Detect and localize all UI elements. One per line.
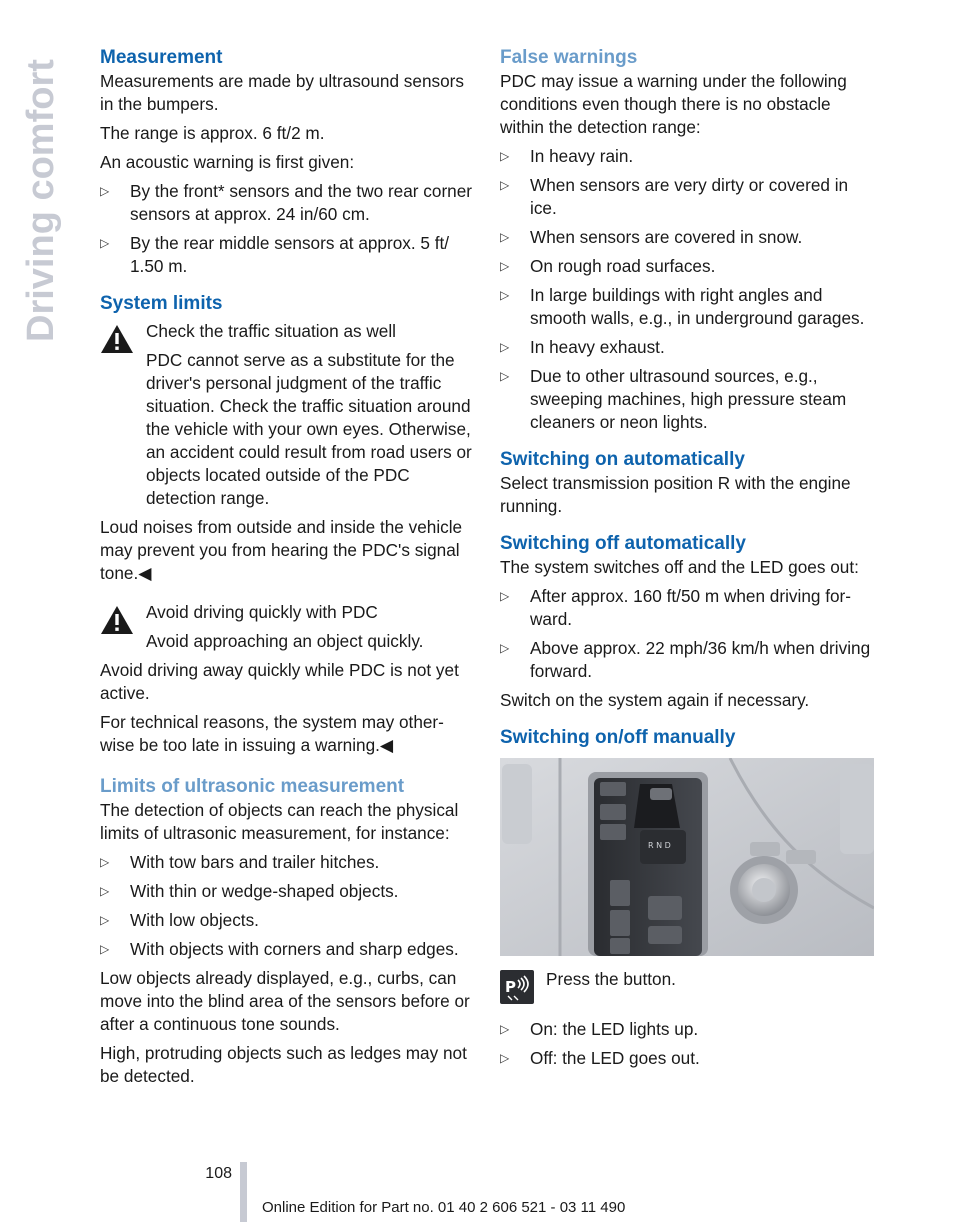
chapter-side-title-text: Driving comfort: [20, 59, 62, 342]
bullet-triangle-icon: ▷: [100, 184, 110, 198]
list-item: ▷ When sensors are covered in snow.: [500, 227, 803, 247]
warning-title: Check the traffic situation as well: [146, 321, 396, 341]
bullet-triangle-icon: ▷: [500, 288, 510, 302]
bullet-triangle-icon: ▷: [500, 230, 510, 244]
warning-body: Avoid approaching an object quickly.: [146, 631, 424, 651]
section-system-limits: [100, 292, 472, 757]
list-item: ▷ In heavy rain.: [500, 146, 634, 166]
heading-measurement: Measurement: [100, 47, 223, 68]
paragraph: Switch on the system again if necessary.: [500, 690, 810, 710]
heading-false-warnings: False warnings: [500, 47, 638, 68]
pdc-instruction: [500, 968, 874, 1004]
bullet-triangle-icon: ▷: [500, 641, 510, 655]
svg-text:R N D: R N D: [648, 841, 671, 850]
bullet-triangle-icon: ▷: [100, 884, 110, 898]
paragraph: The system switches off and the LED goes out:: [500, 557, 859, 577]
warning-body: PDC cannot serve as a substitute for the driver's personal judgment of the traffic situation. Check the traffic situation around the vehicle with your own eyes. Otherwise, an accident could result from road users or objects located outside of the PDC detection range.: [146, 350, 472, 508]
paragraph: PDC may issue a warning under the following conditions even though there is no obstacle within the detection range:: [500, 71, 847, 137]
list-item: ▷ After approx. 160 ft/50 m when driving forward.: [500, 586, 852, 629]
section-measurement: [100, 46, 472, 278]
list-item: ▷ In large buildings with right angles and smooth walls, e.g., in underground garages.: [500, 285, 865, 328]
list-item: ▷ By the rear middle sensors at approx. 5 ft/ 1.50 m.: [100, 233, 450, 276]
paragraph: Select transmission position R with the engine running.: [500, 473, 851, 516]
heading-switch-manual: Switching on/off manually: [500, 727, 736, 748]
warning-triangle-icon: [100, 324, 134, 354]
warning-block: [100, 320, 472, 510]
center-console-photo: [500, 758, 874, 956]
bullet-list: [500, 145, 874, 434]
heading-switch-on-auto: Switching on automatically: [500, 449, 745, 470]
bullet-triangle-icon: ▷: [500, 340, 510, 354]
list-item: ▷ Off: the LED goes out.: [500, 1048, 700, 1068]
paragraph: Loud noises from outside and inside the vehicle may prevent you from hearing the PDC's signal tone.◀: [100, 517, 463, 583]
bullet-triangle-icon: ▷: [500, 1022, 510, 1036]
pdc-button-icon: [500, 970, 534, 1004]
list-item: ▷ With tow bars and trailer hitches.: [100, 852, 380, 872]
section-false-warnings: [500, 46, 874, 434]
footer-divider: [240, 1162, 247, 1222]
list-item: ▷ On: the LED lights up.: [500, 1019, 699, 1039]
bullet-triangle-icon: ▷: [500, 149, 510, 163]
right-column: [500, 46, 874, 1076]
list-item: ▷ With low objects.: [100, 910, 259, 930]
page-number: 108: [205, 1165, 232, 1182]
list-item: ▷ With objects with corners and sharp edges.: [100, 939, 459, 959]
bullet-list: [100, 180, 472, 278]
footer-edition: Online Edition for Part no. 01 40 2 606 521 - 03 11 490: [262, 1199, 626, 1216]
bullet-triangle-icon: ▷: [100, 855, 110, 869]
paragraph: An acoustic warning is first given:: [100, 152, 355, 172]
bullet-triangle-icon: ▷: [500, 589, 510, 603]
paragraph: High, protruding objects such as ledges may not be detected.: [100, 1043, 467, 1086]
bullet-list: [500, 1018, 874, 1070]
section-switch-manual: [500, 726, 874, 1070]
chapter-side-title: [22, 42, 60, 342]
bullet-triangle-icon: ▷: [500, 1051, 510, 1065]
paragraph: Low objects already displayed, e.g., curbs, can move into the blind area of the sensors before or after a continuous tone sounds.: [100, 968, 470, 1034]
heading-switch-off-auto: Switching off automatically: [500, 533, 746, 554]
paragraph: For technical reasons, the system may otherwise be too late in issuing a warning.◀: [100, 712, 444, 755]
warning-block: [100, 601, 472, 653]
list-item: ▷ In heavy exhaust.: [500, 337, 665, 357]
paragraph: Measurements are made by ultrasound sensors in the bumpers.: [100, 71, 464, 114]
warning-title: Avoid driving quickly with PDC: [146, 602, 378, 622]
section-limits-ultrasonic: [100, 775, 472, 1088]
bullet-triangle-icon: ▷: [100, 236, 110, 250]
bullet-triangle-icon: ▷: [100, 942, 110, 956]
paragraph: The detection of objects can reach the physical limits of ultrasonic measurement, for instance:: [100, 800, 459, 843]
list-item: ▷ Due to other ultrasound sources, e.g., sweeping machines, high pressure steam cleaners or neon lights.: [500, 366, 847, 432]
pdc-instruction-text: Press the button.: [546, 969, 676, 989]
heading-system-limits: System limits: [100, 293, 223, 314]
bullet-triangle-icon: ▷: [500, 259, 510, 273]
paragraph: Avoid driving away quickly while PDC is not yet active.: [100, 660, 459, 703]
heading-limits-ultrasonic: Limits of ultrasonic measurement: [100, 776, 405, 797]
paragraph: The range is approx. 6 ft/2 m.: [100, 123, 325, 143]
warning-triangle-icon: [100, 605, 134, 635]
list-item: ▷ Above approx. 22 mph/36 km/h when driving forward.: [500, 638, 871, 681]
bullet-triangle-icon: ▷: [500, 178, 510, 192]
section-switch-off-auto: [500, 532, 874, 712]
list-item: ▷ When sensors are very dirty or covered in ice.: [500, 175, 849, 218]
bullet-list: [100, 851, 472, 961]
list-item: ▷ On rough road surfaces.: [500, 256, 716, 276]
list-item: ▷ With thin or wedge-shaped objects.: [100, 881, 399, 901]
bullet-list: [500, 585, 874, 683]
left-column: [100, 46, 472, 1094]
svg-text:P: P: [505, 978, 516, 996]
bullet-triangle-icon: ▷: [500, 369, 510, 383]
section-switch-on-auto: [500, 448, 874, 518]
bullet-triangle-icon: ▷: [100, 913, 110, 927]
list-item: ▷ By the front* sensors and the two rear corner sensors at approx. 24 in/60 cm.: [100, 181, 473, 224]
